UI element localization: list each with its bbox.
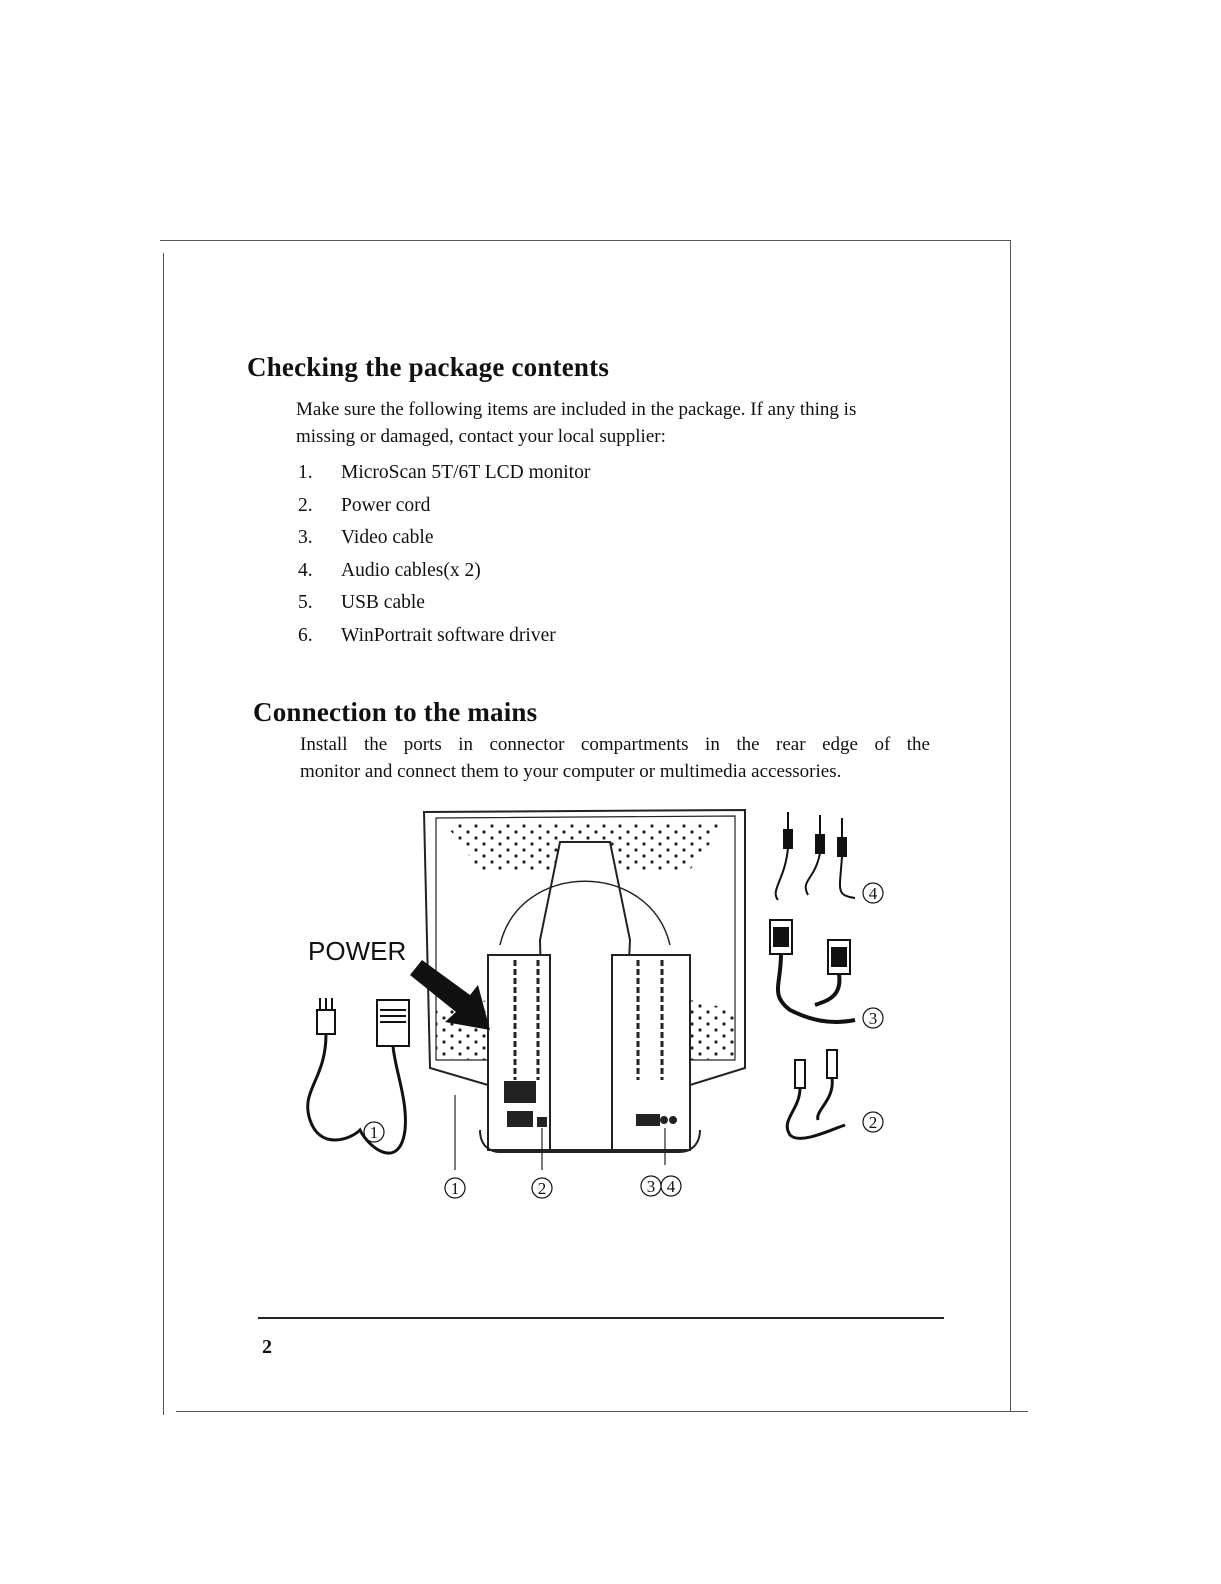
- callout-video: 3: [868, 1009, 878, 1028]
- callout-port-audio: 4: [666, 1177, 676, 1196]
- monitor-back: [424, 810, 745, 1170]
- callout-power-cord: 1: [369, 1123, 379, 1142]
- section-heading-package-contents: Checking the package contents: [247, 352, 610, 382]
- package-intro-line2: missing or damaged, contact your local supplier:: [296, 426, 666, 447]
- power-label: POWER: [308, 936, 407, 966]
- package-intro-line1: Make sure the following items are included in the package. If any thing is: [296, 399, 857, 420]
- frame-right-line: [1010, 240, 1011, 1412]
- footer-rule: [258, 1317, 944, 1319]
- section-heading-connection: Connection to the mains: [253, 697, 538, 727]
- frame-left-line: [163, 253, 164, 1415]
- callout-port-usb: 2: [537, 1179, 547, 1198]
- audio-cable-icon: [776, 812, 855, 900]
- page-number: 2: [262, 1336, 272, 1358]
- connection-text-line1: Install the ports in connector compartments in the rear edge of the: [300, 734, 930, 755]
- frame-bottom-line: [176, 1411, 1028, 1412]
- callout-port-video: 3: [646, 1177, 656, 1196]
- usb-cable-icon: [787, 1050, 845, 1138]
- callout-usb: 2: [868, 1113, 878, 1132]
- frame-top-line: [160, 240, 1011, 241]
- connection-text-line2: monitor and connect them to your computer or multimedia accessories.: [300, 761, 842, 782]
- callout-port-power: 1: [450, 1179, 460, 1198]
- monitor-connection-diagram: [290, 800, 910, 1220]
- power-cord-icon: [308, 998, 409, 1153]
- video-cable-icon: [770, 920, 855, 1022]
- callout-audio: 4: [868, 884, 878, 903]
